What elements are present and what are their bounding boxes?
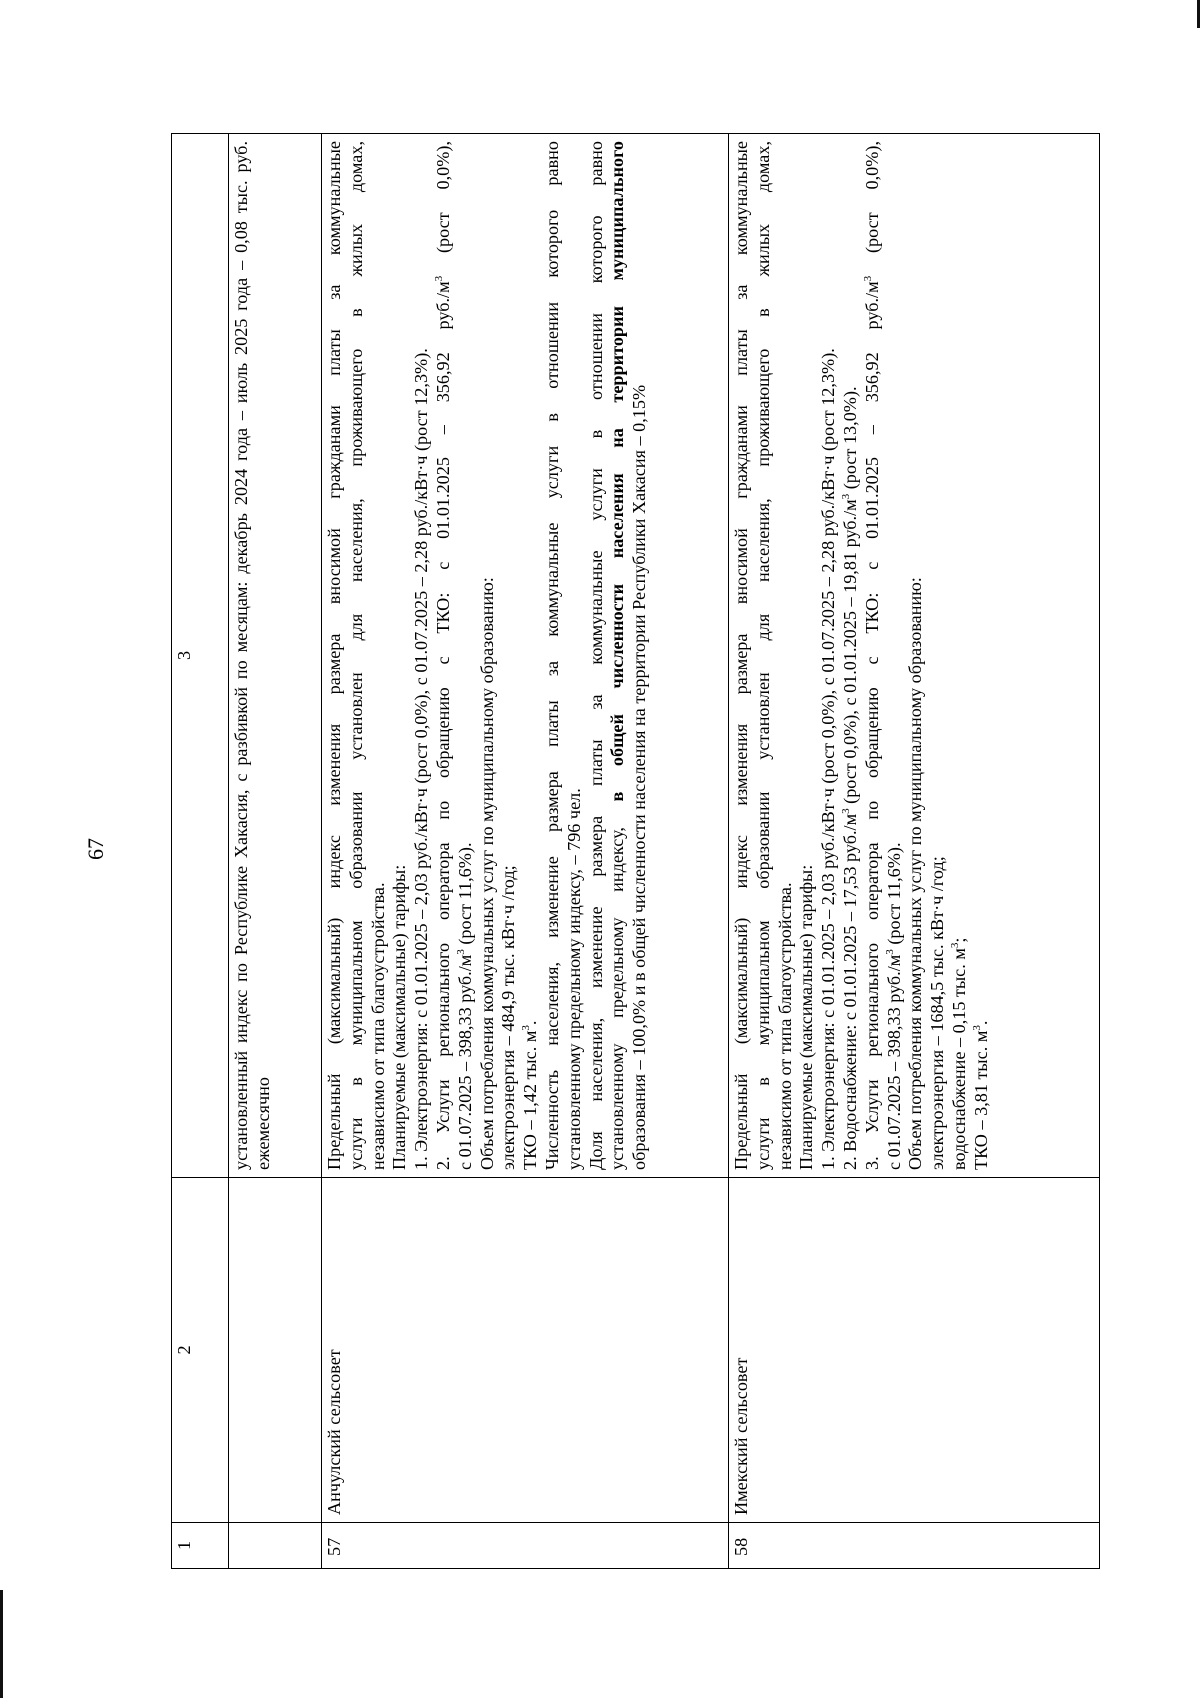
header-cell: 2: [172, 1178, 229, 1523]
table-row: [322, 134, 729, 1569]
table-row: [229, 134, 322, 1569]
row-description: Предельный (максимальный) индекс изменения размера вносимой гражданами платы за коммунальные услуги в муниципальном образовании установлен для населения, проживающего в жилых домах, независимо от типа благоустройства. Планируемые (максимальные) тарифы: 1. Электроэнергия: с 01.01.2025 – 2,03 руб./кВт·ч (рост 0,0%), с 01.07.2025 – 2,28 руб./кВт·ч (рост 12,3%). 2. Услуги регионального оператора по обращению с ТКО: с 01.01.2025 – 356,92 $руб./м^3$ (рост 0,0%), с 01.07.2025 – 398,33 $руб./м^3$ (рост 11,6%). Объем потребления коммунальных услуг по муниципальному образованию: электроэнергия – 484,9 тыс. кВт·ч /год; ТКО – 1,42 тыс. $м^3$. Численность населения, изменение размера платы за коммунальные услуги в отношении которого равно установленному предельному индексу, – 796 чел. Доля населения, изменение размера платы за коммунальные услуги в отношении которого равно установленному предельному индексу, в общей численности населения на территории муниципального образования – 100,0% и в общей численности населения на территории Республики Хакасия – 0,15%: [322, 134, 729, 1178]
table-header-row: [172, 134, 229, 1569]
header-cell: 1: [172, 1523, 229, 1569]
page-number: 67: [83, 838, 108, 860]
municipality-name: Имекский сельсовет: [729, 1178, 1100, 1523]
row-number: 57: [322, 1523, 729, 1569]
table-row: [729, 134, 1100, 1569]
tariff-table: [171, 133, 1100, 1569]
row-description: Предельный (максимальный) индекс изменения размера вносимой гражданами платы за коммунальные услуги в муниципальном образовании установлен для населения, проживающего в жилых домах, независимо от типа благоустройства. Планируемые (максимальные) тарифы: 1. Электроэнергия: с 01.01.2025 – 2,03 руб./кВт·ч (рост 0,0%), с 01.07.2025 – 2,28 руб./кВт·ч (рост 12,3%). 2. Водоснабжение: с 01.01.2025 – 17,53 $руб./м^3$ (рост 0,0%), с 01.01.2025 – 19,81 $руб./м^3$ (рост 13,0%). 3. Услуги регионального оператора по обращению с ТКО: с 01.01.2025 – 356,92 $руб./м^3$ (рост 0,0%), с 01.07.2025 – 398,33 $руб./м^3$ (рост 11,6%). Объем потребления коммунальных услуг по муниципальному образованию: электроэнергия – 1684,5 тыс. кВт·ч /год; водоснабжение – 0,15 тыс. $м^3$; ТКО – 3,81 тыс. $м^3$.: [729, 134, 1100, 1178]
header-cell: 3: [172, 134, 229, 1178]
row-number: 58: [729, 1523, 1100, 1569]
cell-text: установленный индекс по Республике Хакасия, с разбивкой по месяцам: декабрь 2024 года – июль 2025 года – 0,08 тыс. руб. ежемесячно: [231, 141, 273, 1170]
municipality-name: Анчулский сельсовет: [322, 1178, 729, 1523]
